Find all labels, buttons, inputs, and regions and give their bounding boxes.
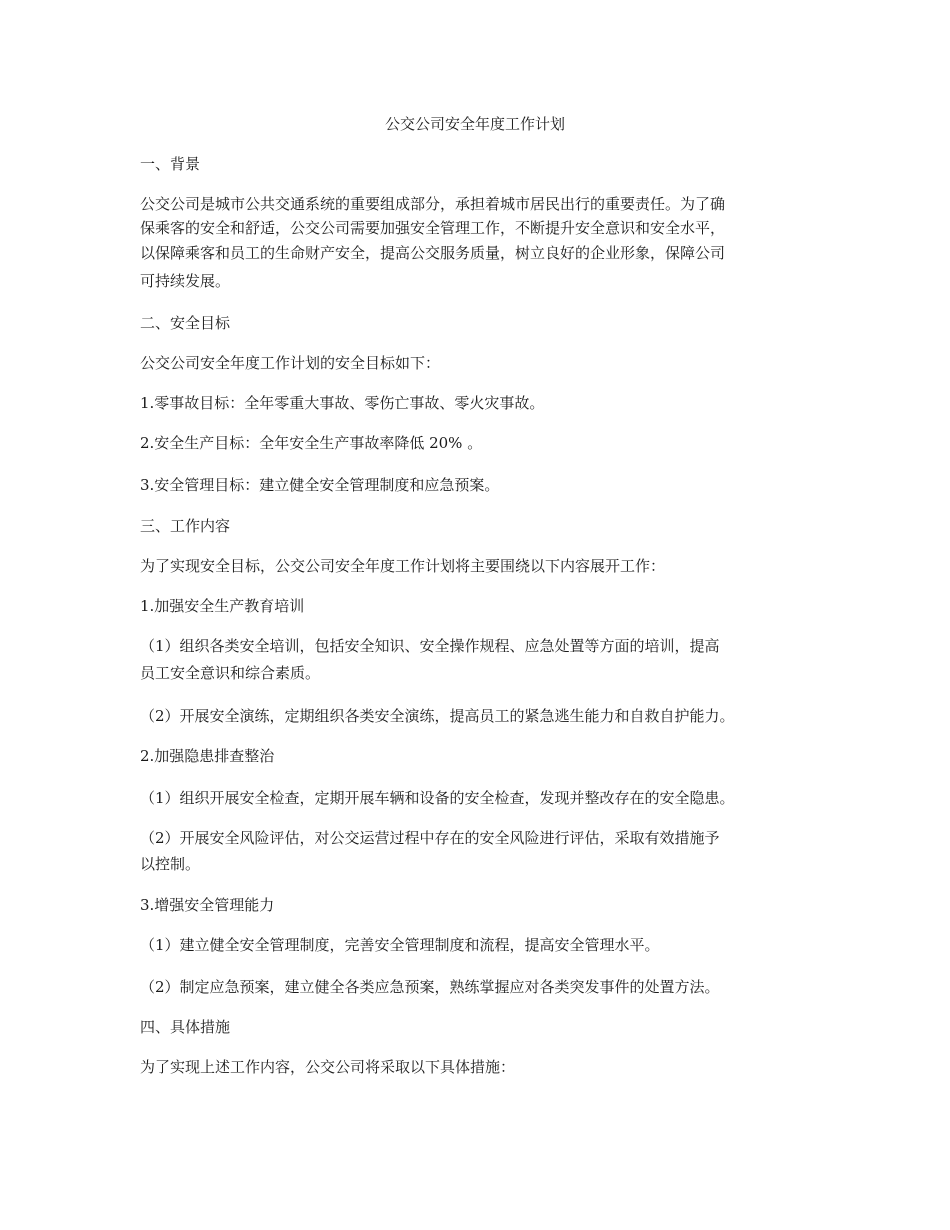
paragraph-line: （2）制定应急预案，建立健全各类应急预案，熟练掌握应对各类突发事件的处置方法。 [140, 978, 720, 996]
paragraph-line: 为了实现上述工作内容，公交公司将采取以下具体措施： [140, 1058, 516, 1076]
paragraph-line: 保乘客的安全和舒适，公交公司需要加强安全管理工作，不断提升安全意识和安全水平， [140, 219, 726, 237]
paragraph-line: （1）建立健全安全管理制度，完善安全管理制度和流程，提高安全管理水平。 [140, 936, 660, 954]
paragraph-line: 公交公司是城市公共交通系统的重要组成部分，承担着城市居民出行的重要责任。为了确 [140, 195, 726, 213]
paragraph-line: （1）组织各类安全培训，包括安全知识、安全操作规程、应急处置等方面的培训，提高 [140, 637, 720, 655]
paragraph-line: （1）组织开展安全检查，定期开展车辆和设备的安全检查，发现并整改存在的安全隐患。 [140, 789, 735, 807]
subsection-heading: 3.增强安全管理能力 [140, 896, 275, 914]
paragraph-line: 公交公司安全年度工作计划的安全目标如下： [140, 354, 441, 372]
subsection-heading: 1.加强安全生产教育培训 [140, 597, 305, 615]
list-item: 3.安全管理目标：建立健全安全管理制度和应急预案。 [140, 476, 500, 494]
section-heading-work: 三、工作内容 [140, 517, 231, 535]
paragraph-line: 可持续发展。 [140, 272, 231, 290]
document-title: 公交公司安全年度工作计划 [384, 115, 565, 133]
paragraph-line: 为了实现安全目标，公交公司安全年度工作计划将主要围绕以下内容展开工作： [140, 557, 666, 575]
paragraph-line: （2）开展安全风险评估，对公交运营过程中存在的安全风险进行评估，采取有效措施予 [140, 829, 720, 847]
section-heading-measures: 四、具体措施 [140, 1018, 231, 1036]
section-heading-background: 一、背景 [140, 155, 201, 173]
subsection-heading: 2.加强隐患排查整治 [140, 747, 275, 765]
paragraph-line: 以保障乘客和员工的生命财产安全，提高公交服务质量，树立良好的企业形象，保障公司 [140, 244, 726, 262]
paragraph-line: 员工安全意识和综合素质。 [140, 664, 321, 682]
list-item: 1.零事故目标：全年零重大事故、零伤亡事故、零火灾事故。 [140, 394, 545, 412]
paragraph-line: 以控制。 [140, 855, 201, 873]
paragraph-line: （2）开展安全演练，定期组织各类安全演练，提高员工的紧急逃生能力和自救自护能力。 [140, 707, 735, 725]
list-item: 2.安全生产目标：全年安全生产事故率降低 20% 。 [140, 434, 483, 452]
section-heading-goals: 二、安全目标 [140, 314, 231, 332]
